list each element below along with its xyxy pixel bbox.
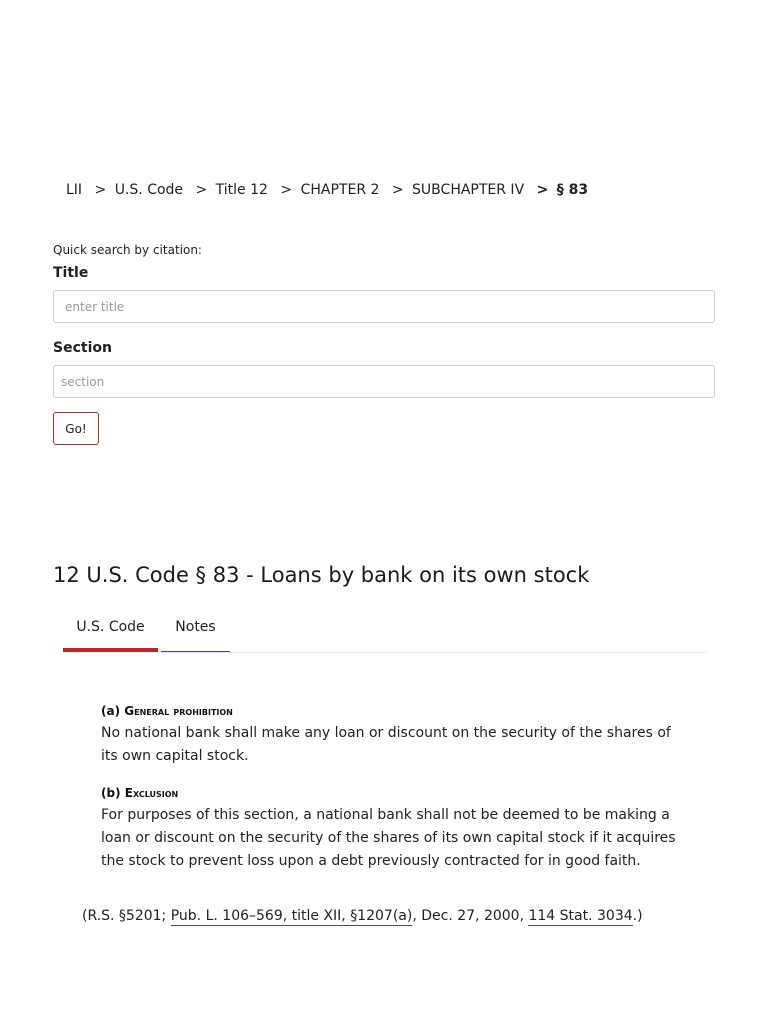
subsection-b-text: For purposes of this section, a national bank shall not be deemed to be making a loan or discount on the security of the shares of its own capital stock if it acquires the stock to prevent loss upon a debt previously contracted for in good faith. [101, 807, 676, 869]
breadcrumb-title-12[interactable]: Title 12 [215, 182, 268, 198]
source-credit [82, 905, 643, 927]
subsection-a [101, 702, 681, 768]
tab-notes[interactable]: Notes [161, 612, 230, 652]
tab-bar [63, 612, 707, 653]
stat-link[interactable]: 114 Stat. 3034 [528, 908, 633, 924]
subsection-b-title: Exclusion [124, 786, 179, 800]
breadcrumb-separator: > [280, 182, 293, 198]
subsection-a-text: No national bank shall make any loan or discount on the security of the shares of its own capital stock. [101, 725, 671, 764]
section-input[interactable] [53, 365, 715, 398]
quick-search-caption: Quick search by citation: [53, 243, 202, 257]
section-label: Section [53, 340, 112, 356]
breadcrumb-lii[interactable]: LII [66, 182, 83, 198]
subsection-a-title: General prohibition [124, 704, 233, 718]
breadcrumb-subchapter-iv[interactable]: SUBCHAPTER IV [412, 182, 525, 198]
breadcrumb-separator: > [195, 182, 208, 198]
pub-law-link[interactable]: Pub. L. 106–569, title XII, §1207(a) [170, 908, 413, 924]
source-credit-middle: , Dec. 27, 2000, [412, 908, 529, 924]
title-label: Title [53, 265, 89, 281]
breadcrumb-separator: > [536, 182, 549, 198]
statute-text [101, 702, 681, 889]
breadcrumb-current: § 83 [556, 182, 589, 198]
subsection-b [101, 784, 681, 873]
breadcrumb-separator: > [94, 182, 107, 198]
subsection-b-enum: (b) [101, 786, 121, 800]
page-title: 12 U.S. Code § 83 - Loans by bank on its own stock [53, 563, 590, 587]
subsection-a-enum: (a) [101, 704, 121, 718]
title-input[interactable] [53, 290, 715, 323]
breadcrumb-chapter-2[interactable]: CHAPTER 2 [300, 182, 380, 198]
subsection-a-heading [101, 702, 681, 720]
tab-us-code[interactable]: U.S. Code [63, 612, 158, 652]
go-button[interactable]: Go! [53, 412, 99, 445]
breadcrumb [66, 180, 588, 200]
subsection-b-heading [101, 784, 681, 802]
source-credit-prefix: (R.S. §5201; [82, 908, 171, 924]
breadcrumb-us-code[interactable]: U.S. Code [114, 182, 184, 198]
quick-search-form [53, 242, 715, 445]
breadcrumb-separator: > [391, 182, 404, 198]
source-credit-suffix: .) [632, 908, 643, 924]
